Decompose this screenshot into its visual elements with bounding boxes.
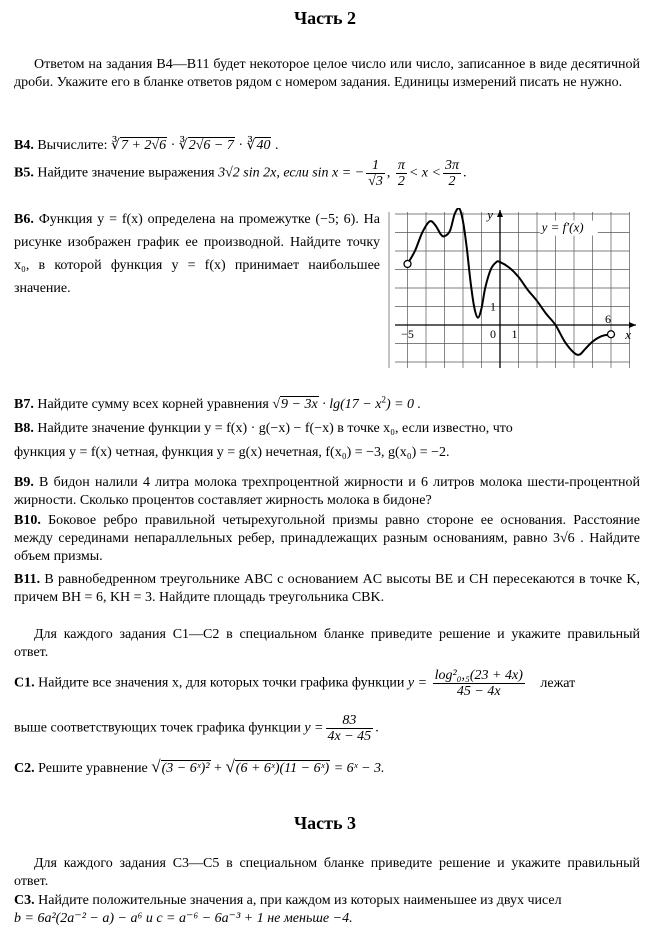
task-b4-radicand-1: 7 + 2√6 <box>120 138 167 153</box>
task-c2-radicand-2: (6 + 6ˣ)(11 − 6ˣ) <box>235 761 330 776</box>
x-tick-label-right: 6 <box>605 312 611 326</box>
fraction-numerator: π <box>397 158 405 173</box>
task-b6 <box>14 208 380 300</box>
task-c1 <box>14 668 640 699</box>
task-c2-text: Решите уравнение <box>38 761 148 776</box>
part2-intro: Ответом на задания B4—B11 будет некоторое целое число или число, записанное в виде десятичной дроби. Укажите его в бланке ответов рядом с номером задания. Единицы измерений писать не нужно. <box>14 57 640 90</box>
task-c3-number: C3. <box>14 893 35 908</box>
task-b4 <box>14 137 640 155</box>
task-b7-exponent: 2 <box>381 394 386 405</box>
task-b5-inequality: < x < <box>408 165 441 181</box>
x-axis-label: x <box>625 327 631 342</box>
fraction-numerator: 83 <box>326 713 374 729</box>
task-b7-number: B7. <box>14 397 34 412</box>
sqrt-sign-1: √ <box>151 757 161 776</box>
task-b4-radicand-2: 2√6 − 7 <box>188 138 234 153</box>
task-b5-end: . <box>462 165 467 181</box>
fraction-denominator: 4x − 45 <box>327 729 372 744</box>
task-b7-log: · lg(17 − x <box>322 397 382 412</box>
task-b6-text: Функция y = f(x) определена на промежутке (−5; 6). На рисунке изображен график ее производной. Найдите точку x₀, в которой функция y = f(x) принимает наибольшее значение. <box>14 212 381 296</box>
task-b5-condition: , если sin x = − <box>276 165 365 181</box>
task-b5-separator: , <box>386 165 391 181</box>
task-b4-text: Вычислите: <box>37 138 108 153</box>
graph-axes <box>395 210 636 368</box>
task-b4-number: B4. <box>14 138 34 153</box>
series-label: y = f′(x) <box>541 219 584 235</box>
task-c2 <box>14 758 640 778</box>
task-b10-text: Боковое ребро правильной четырехугольной призмы равно стороне ее основания. Расстояние между серединами непараллельных ребер, принадлежащих разным основаниям, равно 3√6 . Найдите объем призмы. <box>14 513 641 564</box>
fraction-numerator: 1 <box>366 158 385 174</box>
task-c1-text-2: выше соответствующих точек графика функции <box>14 720 301 736</box>
task-c3-text-2: b = 6a²(2a⁻² − a) − a⁶ и c = a⁻⁶ − 6a⁻³ + 1 не меньше −4. <box>14 911 353 926</box>
part2-title: Часть 2 <box>293 8 357 28</box>
fraction-83-expression <box>326 713 374 744</box>
task-b11 <box>14 571 640 607</box>
fraction-numerator: 3π <box>444 158 459 173</box>
task-b5-number: B5. <box>14 165 34 181</box>
task-c1-text-1: Найдите все значения x, для которых точки графика функции <box>38 675 405 691</box>
task-b9 <box>14 474 640 510</box>
cube-root-sign: ∛ <box>246 138 256 153</box>
task-c2-plus: + <box>210 761 226 776</box>
part3-title: Часть 3 <box>293 813 357 833</box>
task-b8-number: B8. <box>14 421 34 436</box>
task-c1-tail: лежат <box>540 675 576 691</box>
task-b9-text: В бидон налили 4 литра молока трехпроцентной жирности и 6 литров молока шести-процентной жирности. Сколько процентов составляет жирность молока в бидоне? <box>14 475 641 508</box>
fraction-3pi-over-2 <box>443 158 461 189</box>
task-b7-text: Найдите сумму всех корней уравнения <box>37 397 269 412</box>
task-c1-number: C1. <box>14 675 35 691</box>
task-b11-number: B11. <box>14 572 41 587</box>
task-b8-line-1 <box>14 420 640 438</box>
task-b8-text-1: Найдите значение функции y = f(x) · g(−x) − f(−x) в точке x₀, если известно, что <box>37 421 513 436</box>
fraction-denominator: 2 <box>448 174 456 189</box>
task-b5-expression: 3√2 sin 2x <box>218 165 277 181</box>
task-b4-dot-1: · <box>167 138 179 153</box>
y-axis-label: y <box>487 208 493 222</box>
task-b6-number: B6. <box>14 212 34 227</box>
c-section-intro: Для каждого задания C1—C2 в специальном бланке приведите решение и укажите правильный ответ. <box>14 627 640 660</box>
x-tick-label-left: −5 <box>401 327 414 341</box>
task-b10-number: B10. <box>14 513 41 528</box>
sqrt-sign-2: √ <box>225 757 235 776</box>
task-b11-text: В равнобедренном треугольнике ABC с основанием AC высоты BE и CH пересекаются в точке K, причем BH = 6, KH = 3. Найдите площадь треугольника CBK. <box>14 572 641 605</box>
task-c1-y-eq: y = <box>407 675 428 691</box>
task-b4-dot-2: · <box>234 138 247 153</box>
task-c2-radicand-1: (3 − 6ˣ)² <box>161 761 210 776</box>
task-b7-radicand: 9 − 3x <box>281 397 318 412</box>
task-c3-line-1 <box>14 892 640 910</box>
fraction-1-over-sqrt3 <box>366 158 385 189</box>
task-c2-number: C2. <box>14 761 35 776</box>
task-c1-line-2 <box>14 713 640 744</box>
task-b7 <box>14 396 640 414</box>
task-b5-text: Найдите значение выражения <box>37 165 215 181</box>
task-b7-end: ) = 0 . <box>385 397 422 412</box>
task-c3-text-1: Найдите положительные значения a, при каждом из которых наименьшее из двух чисел <box>38 893 562 908</box>
fraction-denominator: 45 − 4x <box>456 684 501 699</box>
task-b4-end: . <box>271 138 279 153</box>
y-tick-label-one: 1 <box>490 299 496 314</box>
fraction-denominator: 2 <box>397 174 405 189</box>
sqrt-sign: √ <box>272 397 281 412</box>
task-c1-end: . <box>375 720 379 736</box>
fraction-log-expression <box>433 668 525 699</box>
task-c1-y-eq-2: y = <box>304 720 324 736</box>
fraction-pi-over-2 <box>396 158 407 189</box>
fraction-numerator: log²₀,₅(23 + 4x) <box>434 668 523 683</box>
task-b5 <box>14 158 640 189</box>
task-b4-radicand-3: 40 <box>256 138 271 153</box>
task-c3 <box>14 892 640 928</box>
x-tick-label-one: 1 <box>511 327 518 341</box>
origin-label: 0 <box>490 327 496 341</box>
cube-root-sign: ∛ <box>178 138 188 153</box>
task-b8-text-2: функция y = f(x) четная, функция y = g(x) нечетная, f(x₀) = −3, g(x₀) = −2. <box>14 445 450 460</box>
fraction-denominator: √3 <box>368 174 383 189</box>
task-b8 <box>14 420 640 462</box>
derivative-graph <box>388 208 640 392</box>
open-endpoint-left <box>404 260 411 267</box>
task-c2-end: = 6ˣ − 3. <box>330 761 385 776</box>
part3-intro: Для каждого задания C3—C5 в специальном бланке приведите решение и укажите правильный ответ. <box>14 856 640 889</box>
cube-root-sign: ∛ <box>111 138 120 153</box>
y-axis-arrow <box>497 210 503 217</box>
task-b10 <box>14 512 640 566</box>
open-endpoint-right <box>608 331 615 338</box>
task-b9-number: B9. <box>14 475 34 490</box>
